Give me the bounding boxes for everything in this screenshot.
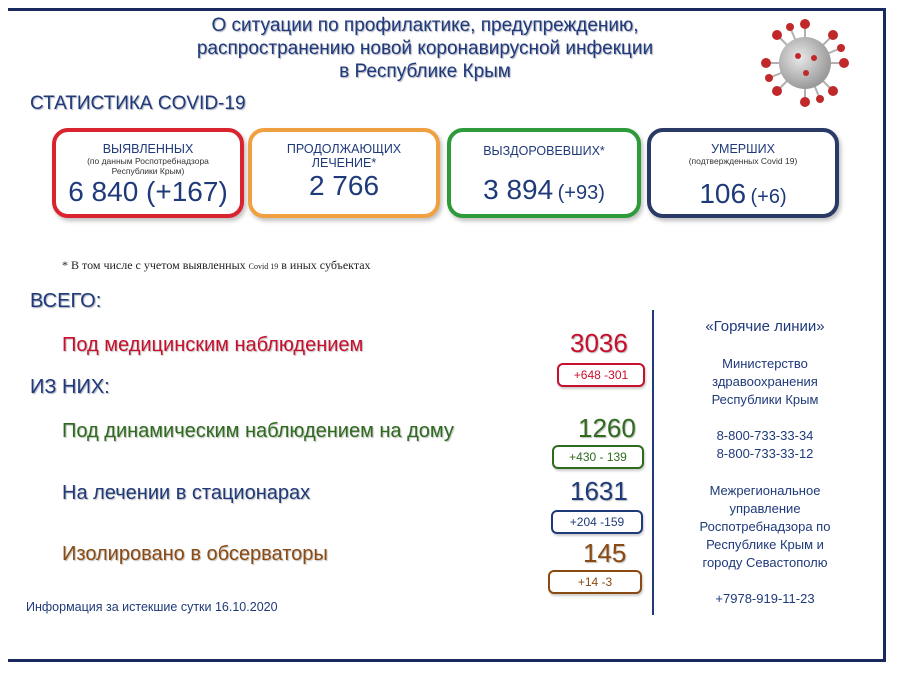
- row-hospital-change: +204 -159: [551, 510, 643, 534]
- card-in-treatment: [248, 128, 440, 218]
- row-medical-observation-change: +648 -301: [557, 363, 645, 387]
- footnote: [62, 258, 371, 273]
- card-deceased-value: 106: [699, 178, 747, 209]
- card-in-treatment-label: [252, 142, 436, 170]
- hotline-phone-1[interactable]: 8-800-733-33-34: [716, 428, 814, 443]
- title-line-2: распространению новой коронавирусной инфекции: [196, 38, 654, 59]
- card-detected-sub1: (по данным Роспотребнадзора: [87, 156, 209, 166]
- card-deceased: [647, 128, 839, 218]
- hotlines-ministry-line-2: здравоохранения: [712, 374, 818, 389]
- row-home-observation-value: 1260: [578, 413, 636, 443]
- card-in-treatment-value: 2 766: [308, 170, 380, 201]
- row-home-observation-change: +430 - 139: [552, 445, 644, 469]
- row-home-observation-label: Под динамическим наблюдением на дому: [62, 420, 454, 442]
- row-isolated-label: Изолировано в обсерваторы: [62, 543, 328, 565]
- subset-heading: ИЗ НИХ:: [30, 376, 110, 398]
- row-hospital-value: 1631: [570, 476, 628, 506]
- footnote-star: *: [62, 258, 68, 272]
- card-in-treatment-label-1: ПРОДОЛЖАЮЩИХ: [286, 142, 402, 156]
- card-detected-value: 6 840 (+167): [68, 176, 228, 207]
- hotlines-ministry-line-3: Республики Крым: [711, 392, 819, 407]
- card-deceased-delta: (+6): [750, 186, 787, 208]
- page-title: [190, 14, 660, 83]
- row-medical-observation-label: Под медицинским наблюдением: [62, 334, 364, 356]
- total-heading: ВСЕГО:: [30, 290, 102, 312]
- coronavirus-icon: [760, 18, 850, 108]
- card-in-treatment-label-2: ЛЕЧЕНИЕ*: [311, 156, 377, 170]
- hotlines-rospotrebnadzor: [665, 482, 865, 572]
- footnote-text-2: в иных субъектах: [281, 258, 371, 272]
- card-recovered-delta: (+93): [557, 182, 605, 204]
- info-date: Информация за истекшие сутки 16.10.2020: [26, 600, 278, 614]
- card-deceased-label: УМЕРШИХ: [711, 142, 775, 156]
- title-line-1: О ситуации по профилактике, предупреждению,: [211, 15, 639, 36]
- row-isolated-change: +14 -3: [548, 570, 642, 594]
- hotlines-ministry: [665, 355, 865, 409]
- hotlines-rpn-line-2: управление: [729, 501, 801, 516]
- card-recovered-value: 3 894: [483, 174, 554, 205]
- hotline-phone-3[interactable]: +7978-919-11-23: [715, 591, 815, 606]
- title-line-3: в Республике Крым: [339, 61, 511, 82]
- card-recovered-label: ВЫЗДОРОВЕВШИХ*: [483, 144, 605, 158]
- hotlines-ministry-line-1: Министерство: [722, 356, 808, 371]
- hotlines-rpn-line-4: Республике Крым и: [706, 537, 824, 552]
- row-hospital-label: На лечении в стационарах: [62, 482, 311, 504]
- card-recovered: [447, 128, 641, 218]
- hotlines-rpn-line-5: городу Севастополю: [702, 555, 828, 570]
- hotlines-rpn-line-3: Роспотребнадзора по: [699, 519, 831, 534]
- hotlines-rpn-line-1: Межрегиональное: [709, 483, 821, 498]
- stats-heading: СТАТИСТИКА COVID-19: [30, 93, 246, 114]
- divider: [652, 310, 654, 615]
- card-detected-sub2: Республики Крым): [111, 166, 185, 176]
- footnote-small: Covid 19: [248, 262, 279, 271]
- row-isolated-value: 145: [583, 538, 627, 568]
- row-medical-observation-value: 3036: [570, 328, 628, 358]
- footnote-text-1: В том числе с учетом выявленных: [71, 258, 246, 272]
- hotlines-title: «Горячие линии»: [705, 318, 825, 335]
- card-detected: [52, 128, 244, 218]
- hotline-phone-2[interactable]: 8-800-733-33-12: [716, 446, 814, 461]
- card-detected-label: ВЫЯВЛЕННЫХ: [102, 142, 194, 156]
- card-deceased-sub1: (подтвержденных Covid 19): [688, 156, 798, 166]
